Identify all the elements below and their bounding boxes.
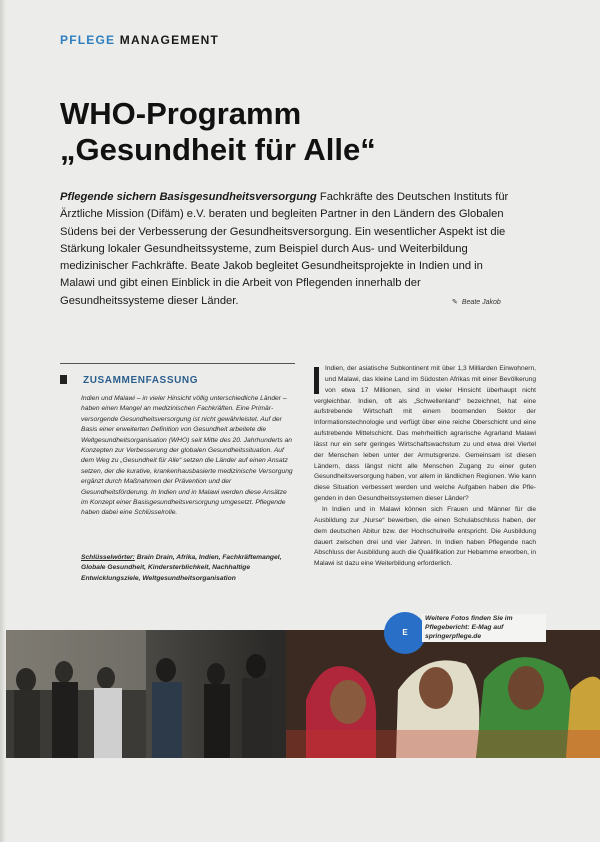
summary-heading-text: ZUSAMMENFASSUNG	[83, 375, 199, 386]
section-header-rest: MANAGEMENT	[115, 33, 220, 47]
author-name: Beate Jakob	[461, 299, 501, 306]
drop-cap-bar	[314, 367, 319, 394]
lead-text: Fachkräfte des Deutschen Instituts für Ärztliche Mission (Difäm) e.V. beraten und begleiten Partner in den Ländern des Globalen Südens bei der Verbesserung der Gesundheitsversorgung. Ein wesentlicher Aspekt ist die Stärkung lokaler Gesundheitssysteme, zum Beispiel durch Aus- und Weiterbildung medizinischer Fachkräfte. Beate Jakob begleitet Gesundheitsprojekte in Indien und in Malawi und gibt einen Einblick in die Arbeit von Pflegenden innerhalb der Gesundheitssysteme dieser Länder.	[60, 191, 509, 307]
body-paragraph-2: In Indien und in Malawi können sich Frauen und Männer für die Ausbildung zur „Nurse“ bewerben, die einen Schulabschluss haben, der dem deutschen Abitur bzw. der Hochschulreife entspricht. Die Ausbildung dauert zwischen drei und vier Jahren. In Indien haben Pflegende nach Abschluss der Ausbildung auch die Qualifikation zur Hebamme erworben, in Malawi ist dazu eine Weiterbildung erforderlich.	[314, 505, 536, 568]
emag-promo[interactable]	[384, 612, 534, 654]
keywords-block	[81, 553, 295, 584]
section-header	[60, 33, 219, 47]
emag-promo-text[interactable]: Weitere Fotos finden Sie im Pflegebericht: E-Mag auf springerpflege.de	[422, 614, 546, 642]
emag-badge[interactable]: E	[384, 612, 426, 654]
lead-paragraph	[60, 189, 520, 310]
title-line-1: WHO-Programm	[60, 96, 302, 131]
author-credit	[452, 298, 501, 306]
article-title	[60, 96, 540, 168]
section-divider	[60, 363, 295, 364]
keywords-list: Brain Drain, Afrika, Indien, Fachkräftemangel, Globale Gesundheit, Kindersterblichkeit, Nachhaltige Entwicklungsziele, Weltgesundheitsorganisation	[81, 554, 282, 582]
section-header-accent: PFLEGE	[60, 33, 116, 47]
lead-kicker: Pflegende sichern Basisgesundheitsversorgung	[60, 191, 317, 203]
keywords-label: Schlüsselwörter:	[81, 554, 135, 561]
title-line-2: „Gesundheit für Alle“	[60, 132, 376, 167]
summary-heading	[60, 375, 198, 386]
article-body	[314, 364, 536, 570]
summary-text: Indien und Malawi – in vieler Hinsicht völlig unterschiedliche Länder – haben einen Mangel an medizinischen Fachkräften. Eine Primärversorgende Gesundheitsversorgung ist nicht gewährleistet. Auf der Basis einer erweiterten Definition von Gesundheit arbeitete die Weltgesundheitsorganisation (WHO) seit Mitte des 20. Jahrhunderts an Konzepten zur Verbesserung der globalen Gesundheitssituation. Auf dem Weg zu „Gesundheit für Alle“ setzen die Länder auf einen Ansatz setzen, der die kurative, krankenhausbasierte medizinische Versorgung ergänzt durch Maßnahmen der Prävention und der Gesundheitsförderung. In Indien und in Malawi werden diese Ansätze im Konzept einer Basisgesundheitsversorgung umgesetzt. Pflegende haben dabei eine Schlüsselrolle.	[81, 395, 293, 517]
body-paragraph-1: Indien, der asiatische Subkontinent mit über 1,3 Milliarden Einwohnern, und Malawi, das kleine Land im Südosten Afrikas mit einer Bevölkerung von etwa 17 Millionen, sind in vieler Hinsicht überhaupt nicht vergleichbar. Indien, oft als „Schwellenland“ bezeichnet, hat eine aufstrebende Wirtschaft mit einem boomenden Sektor der Informationstechnologie und verfügt über eine reiche Oberschicht und eine aufstrebende Mittelschicht. Das mehrheitlich agrarische Agrarland Malawi lässt nur ein sehr geringes Wirtschaftswachstum zu und etwa drei Viertel der Menschen leben unter der Armutsgrenze. Gemeinsam ist diesen Ländern, dass längst nicht alle Menschen Zugang zu einer guten Gesundheitsversorgung haben, vor allem in ländlichen Regionen. Wie kann diese Situation verbessert werden und welche Aufgaben haben die Pflegenden in den Gesundheitssystemen dieser Länder?	[314, 365, 536, 503]
bullet-square-icon	[60, 375, 67, 384]
pen-icon: ✎	[452, 299, 458, 306]
